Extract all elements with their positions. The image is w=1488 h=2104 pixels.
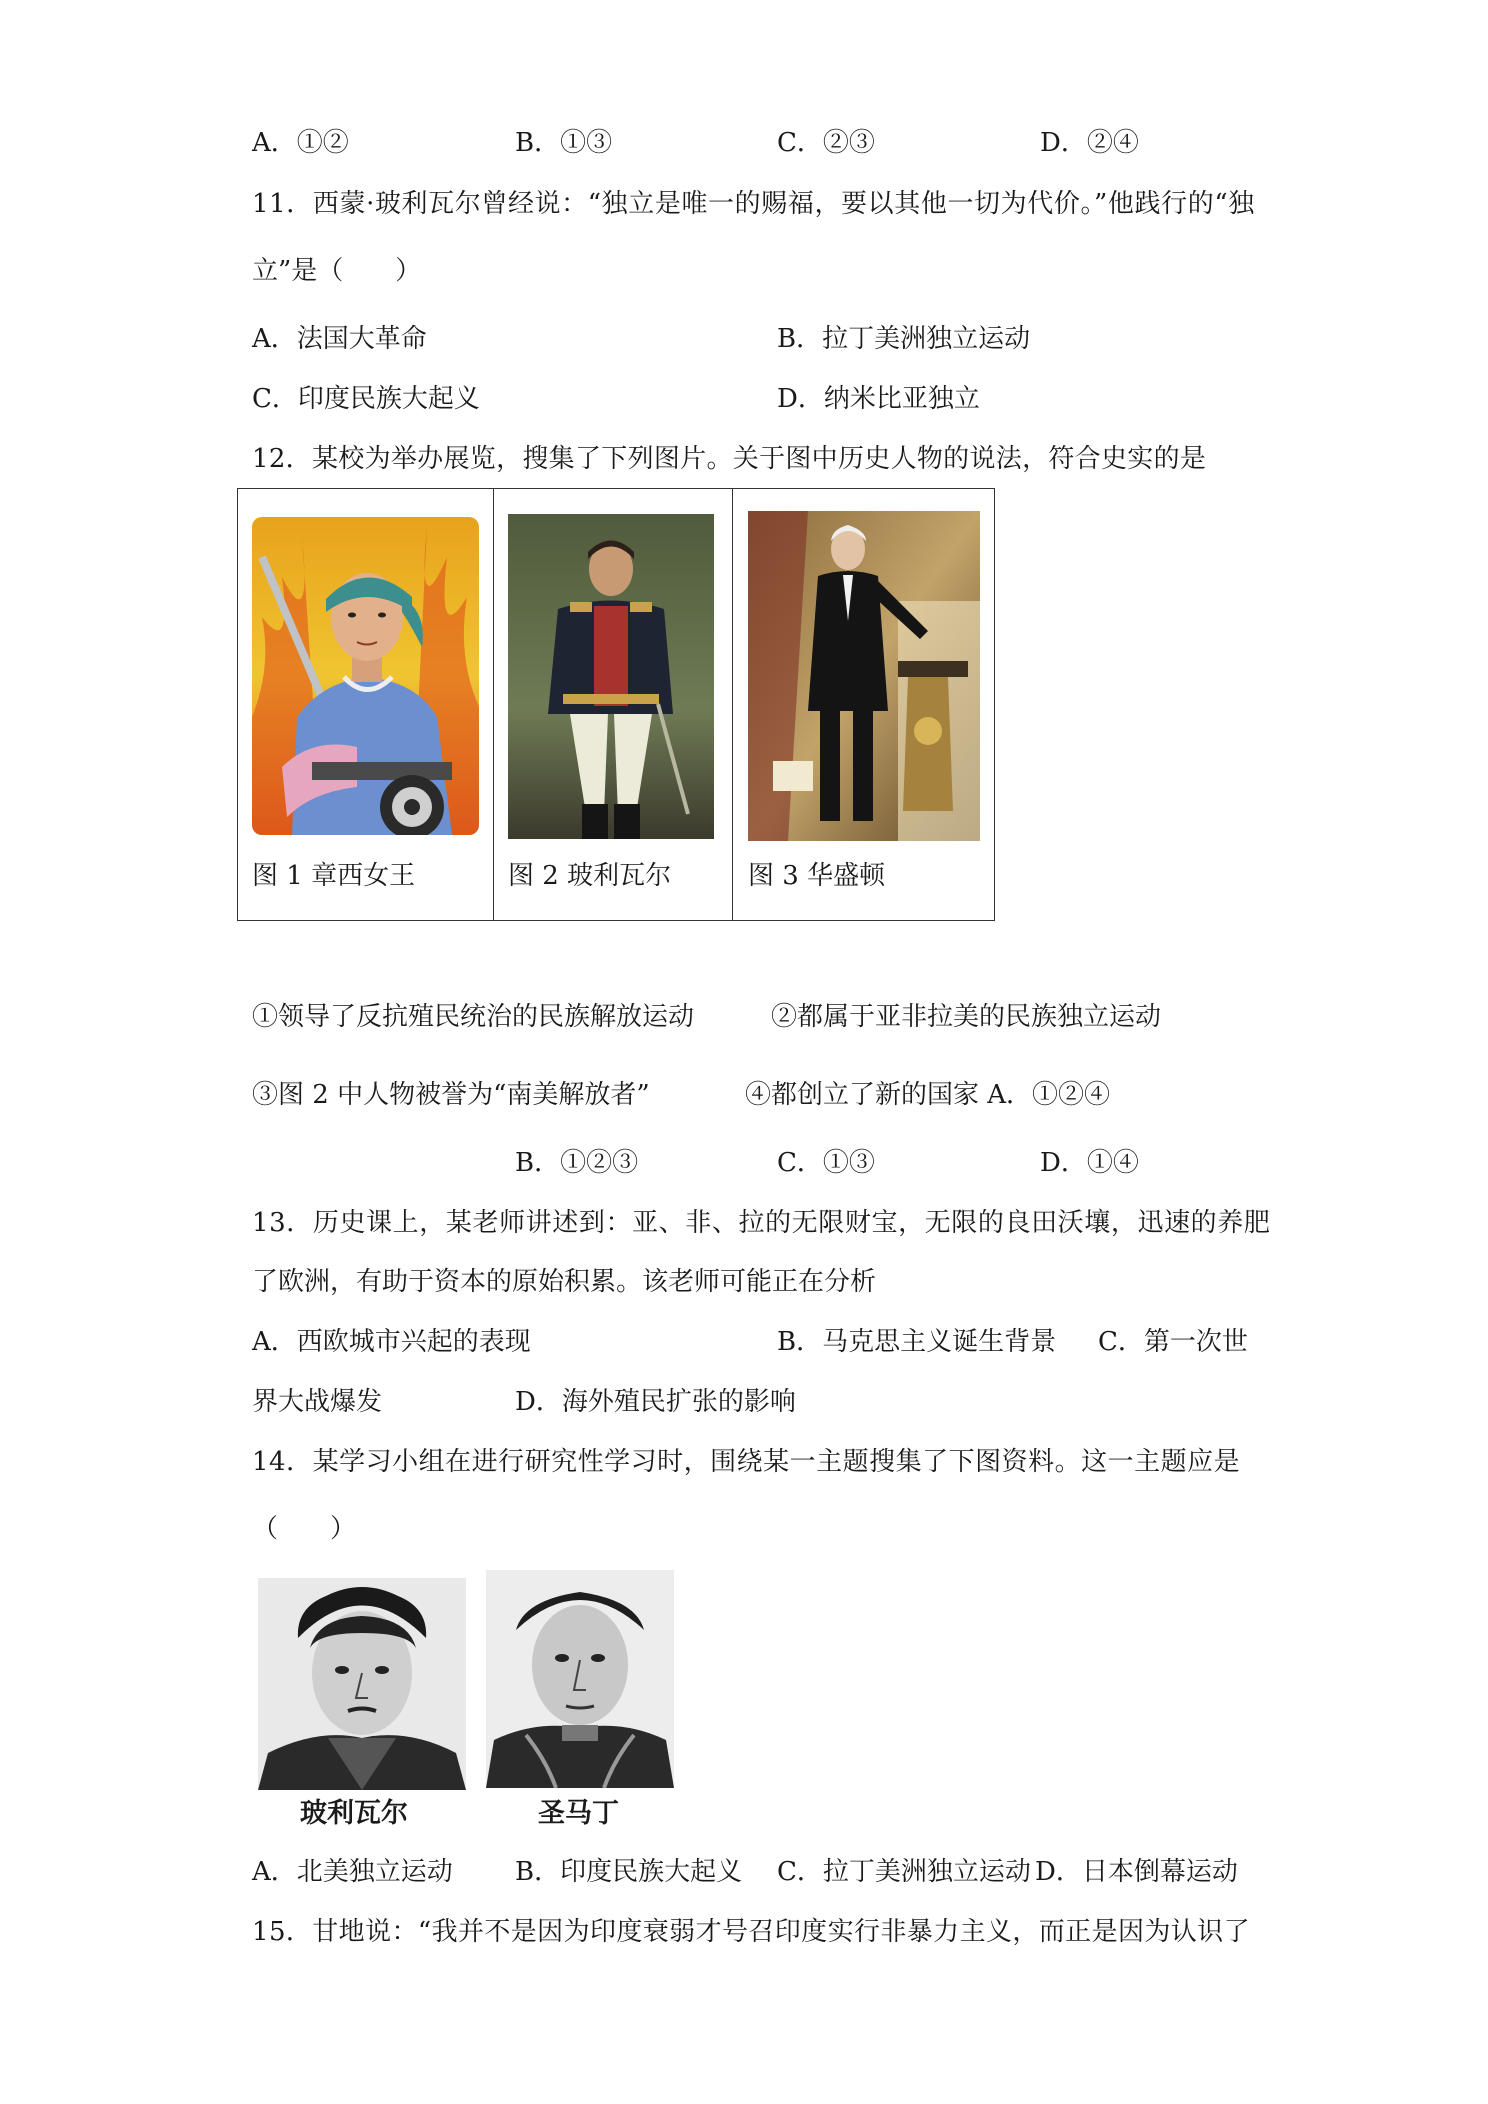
q13-stem-line1: 13．历史课上，某老师讲述到：亚、非、拉的无限财宝，无限的良田沃壤，迅速的养肥	[252, 1208, 1271, 1238]
q12-statement-2: ②都属于亚非拉美的民族独立运动	[771, 1002, 1162, 1032]
figure-1-caption: 图 1 章西女王	[252, 861, 416, 891]
q13-option-b: B．马克思主义诞生背景	[777, 1327, 1057, 1357]
q13-option-c-part2: 界大战爆发	[252, 1387, 383, 1417]
figure-2-caption: 图 2 玻利瓦尔	[508, 861, 672, 891]
figure-1-rani-of-jhansi-image	[252, 517, 479, 835]
q12-statement-3: ③图 2 中人物被誉为“南美解放者”	[252, 1080, 650, 1110]
q11-option-b: B．拉丁美洲独立运动	[777, 324, 1031, 354]
table-divider	[732, 489, 733, 920]
q11-option-d: D．纳米比亚独立	[777, 384, 980, 414]
figure-3-washington-image	[748, 511, 980, 841]
q12-option-b: B．①②③	[515, 1148, 639, 1178]
q10-option-a: A．①②	[252, 128, 349, 158]
q10-option-b: B．①③	[515, 128, 613, 158]
q11-option-c: C．印度民族大起义	[252, 384, 480, 414]
q15-stem-line1: 15．甘地说：“我并不是因为印度衰弱才号召印度实行非暴力主义，而正是因为认识了	[252, 1917, 1250, 1947]
q12-option-c: C．①③	[777, 1148, 875, 1178]
q14-label-san-martin: 圣马丁	[538, 1798, 619, 1829]
q12-option-d: D．①④	[1040, 1148, 1139, 1178]
q14-option-c: C．拉丁美洲独立运动	[777, 1857, 1031, 1887]
q14-option-d: D．日本倒幕运动	[1035, 1857, 1238, 1887]
q14-san-martin-portrait	[486, 1570, 674, 1788]
q12-stem: 12．某校为举办展览，搜集了下列图片。关于图中历史人物的说法，符合史实的是	[252, 444, 1207, 474]
q13-stem-line2: 了欧洲，有助于资本的原始积累。该老师可能正在分析	[252, 1267, 877, 1297]
q14-stem-line1: 14．某学习小组在进行研究性学习时，围绕某一主题搜集了下图资料。这一主题应是	[252, 1447, 1241, 1477]
q11-stem-line1: 11．西蒙·玻利瓦尔曾经说：“独立是唯一的赐福，要以其他一切为代价。”他践行的“独	[252, 189, 1255, 219]
q13-option-a: A．西欧城市兴起的表现	[252, 1327, 531, 1357]
q12-statement-1: ①领导了反抗殖民统治的民族解放运动	[252, 1002, 695, 1032]
q12-figure-table	[237, 488, 995, 921]
q14-label-bolivar: 玻利瓦尔	[300, 1798, 408, 1829]
q14-option-a: A．北美独立运动	[252, 1857, 453, 1887]
q13-option-d: D．海外殖民扩张的影响	[515, 1387, 796, 1417]
q14-option-b: B．印度民族大起义	[515, 1857, 743, 1887]
q14-bolivar-portrait	[258, 1578, 466, 1790]
figure-2-bolivar-image	[508, 514, 714, 839]
q11-stem-line2: 立”是（ ）	[252, 256, 422, 286]
figure-3-caption: 图 3 华盛顿	[748, 861, 886, 891]
q14-stem-line2: （ ）	[252, 1514, 357, 1544]
q10-option-d: D．②④	[1040, 128, 1139, 158]
q10-option-c: C．②③	[777, 128, 875, 158]
q12-statement-4-and-option-a: ④都创立了新的国家 A．①②④	[745, 1080, 1111, 1110]
q11-option-a: A．法国大革命	[252, 324, 427, 354]
q13-option-c-part1: C．第一次世	[1098, 1327, 1248, 1357]
table-divider	[493, 489, 494, 920]
